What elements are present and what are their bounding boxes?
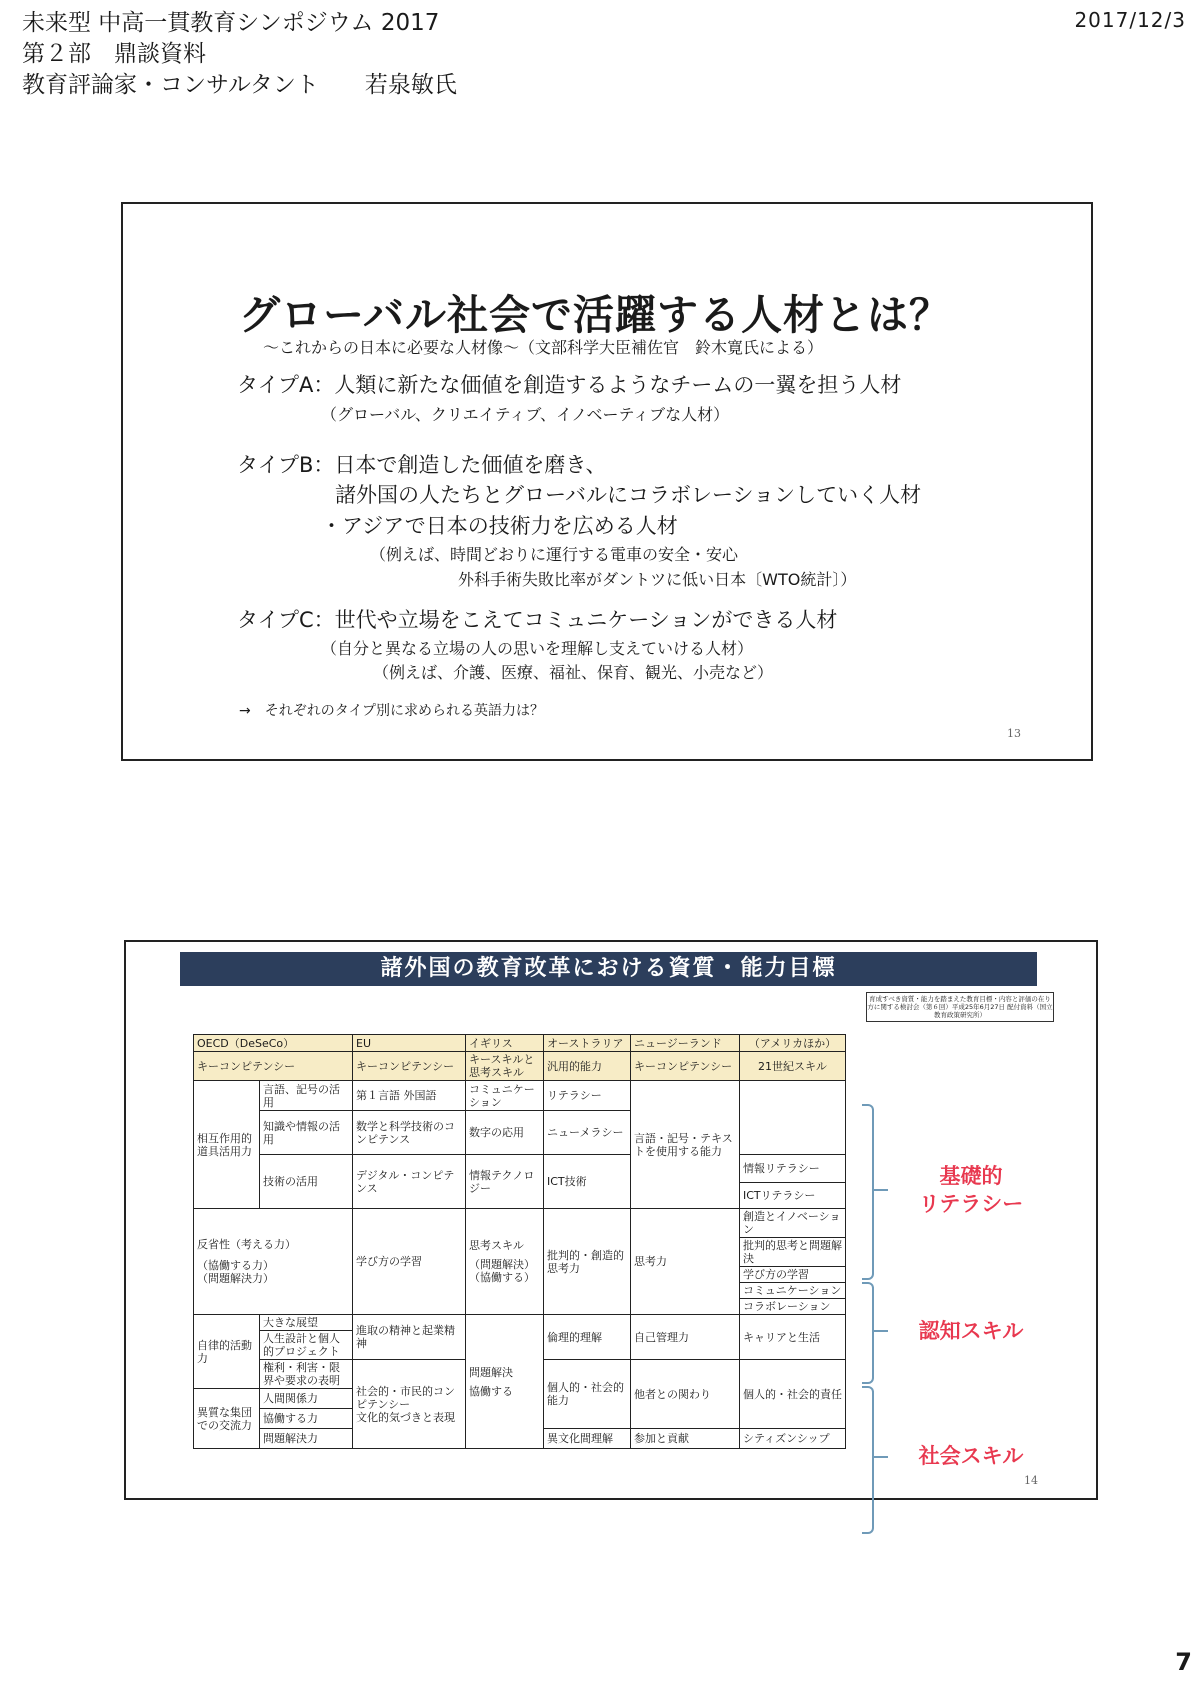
cell-oecd-b1: 反省性（考える力） bbox=[197, 1238, 296, 1251]
cell-oecd-a1: 言語、記号の活用 bbox=[260, 1081, 353, 1111]
cell-us-a1: 情報リテラシー bbox=[740, 1155, 846, 1183]
cell-oecd-d2: 協働する力 bbox=[260, 1409, 353, 1429]
type-b-note1: （例えば、時間どおりに運行する電車の安全・安心 bbox=[370, 545, 739, 564]
header-eu: EU bbox=[353, 1035, 466, 1052]
table-row bbox=[194, 1155, 846, 1183]
cell-us-c1: キャリアと生活 bbox=[740, 1315, 846, 1360]
document-header bbox=[22, 8, 457, 101]
cell-us-b3: 学び方の学習 bbox=[740, 1267, 846, 1283]
slide-13 bbox=[121, 202, 1093, 761]
cell-au-b: 批判的・創造的思考力 bbox=[544, 1209, 631, 1315]
cell-us-c3: シティズンシップ bbox=[740, 1429, 846, 1449]
cell-oecd-c1: 大きな展望 bbox=[260, 1315, 353, 1331]
competency-comparison-table bbox=[193, 1034, 846, 1449]
category-basic-line1: 基礎的 bbox=[939, 1164, 1003, 1188]
cell-nz-c2: 他者との関わり bbox=[631, 1360, 740, 1429]
cell-eu-c: 進取の精神と起業精神 bbox=[353, 1315, 466, 1360]
cell-nz-c3: 参加と貢献 bbox=[631, 1429, 740, 1449]
brace-tick bbox=[874, 1189, 888, 1191]
cell-uk-a2: 数字の応用 bbox=[466, 1111, 544, 1155]
table-subheader-row bbox=[194, 1052, 846, 1081]
cell-uk-c bbox=[466, 1315, 544, 1449]
cell-uk-c2: 協働する bbox=[469, 1384, 513, 1398]
table-row bbox=[194, 1081, 846, 1111]
cell-oecd-d3: 問題解決力 bbox=[260, 1429, 353, 1449]
subheader-us: 21世紀スキル bbox=[740, 1052, 846, 1081]
category-basic-line2: リテラシー bbox=[918, 1192, 1024, 1216]
type-a-text: タイプA：人類に新たな価値を創造するようなチームの一翼を担う人材 bbox=[237, 373, 902, 397]
category-basic-literacy bbox=[896, 1162, 1046, 1218]
cell-oecd-b bbox=[194, 1209, 353, 1315]
subheader-eu: キーコンピテンシー bbox=[353, 1052, 466, 1081]
subheader-uk: キースキルと思考スキル bbox=[466, 1052, 544, 1081]
cell-au-a3: ICT技術 bbox=[544, 1155, 631, 1209]
cell-oecd-d: 異質な集団での交流力 bbox=[194, 1389, 260, 1449]
cell-au-a1: リテラシー bbox=[544, 1081, 631, 1111]
header-speaker: 教育評論家・コンサルタント 若泉敏氏 bbox=[22, 72, 457, 98]
type-b-note2: 外科手術失敗比率がダントツに低い日本〔WTO統計〕） bbox=[458, 570, 857, 589]
subheader-oecd: キーコンピテンシー bbox=[194, 1052, 353, 1081]
header-section: 第２部 鼎談資料 bbox=[22, 41, 206, 67]
table-row bbox=[194, 1315, 846, 1331]
cell-eu-d2: 文化的気づきと表現 bbox=[356, 1410, 455, 1424]
cell-eu-a1: 第１言語 外国語 bbox=[353, 1081, 466, 1111]
cell-us-b1: 創造とイノベーション bbox=[740, 1209, 846, 1238]
brace-tick bbox=[874, 1330, 888, 1332]
page-number: 7 bbox=[1175, 1648, 1192, 1676]
cell-us-b4: コミュニケーション bbox=[740, 1283, 846, 1299]
cell-eu-d1: 社会的・市民的コンピテンシー bbox=[356, 1384, 455, 1411]
cell-oecd-a: 相互作用的道具活用力 bbox=[194, 1081, 260, 1209]
type-c-text: タイプC：世代や立場をこえてコミュニケーションができる人材 bbox=[237, 608, 838, 632]
cell-nz-c1: 自己管理力 bbox=[631, 1315, 740, 1360]
cell-uk-a3: 情報テクノロジー bbox=[466, 1155, 544, 1209]
slide2-source-note: 育成すべき資質・能力を踏まえた教育目標・内容と評価の在り方に関する検討会（第６回）平成25年6月27日 配付資料（国立教育政策研究所） bbox=[866, 992, 1054, 1022]
cell-oecd-b2: （協働する力） bbox=[197, 1259, 274, 1272]
cell-oecd-c2: 人生設計と個人的プロジェクト bbox=[260, 1331, 353, 1360]
cell-us-b2: 批判的思考と問題解決 bbox=[740, 1238, 846, 1267]
brace-tick bbox=[874, 1456, 888, 1458]
slide2-title: 諸外国の教育改革における資質・能力目標 bbox=[180, 952, 1037, 986]
cell-uk-b2: （問題解決） bbox=[469, 1258, 535, 1271]
cell-us-c2: 個人的・社会的責任 bbox=[740, 1360, 846, 1429]
cell-uk-b bbox=[466, 1209, 544, 1315]
subheader-nz: キーコンピテンシー bbox=[631, 1052, 740, 1081]
cell-us-b5: コラボレーション bbox=[740, 1299, 846, 1315]
slide1-title: グローバル社会で活躍する人材とは？ bbox=[239, 291, 951, 339]
cell-eu-a2: 数学と科学技術のコンピテンス bbox=[353, 1111, 466, 1155]
cell-eu-a3: デジタル・コンピテンス bbox=[353, 1155, 466, 1209]
category-cognitive: 認知スキル bbox=[918, 1319, 1024, 1343]
slide1-question: → それぞれのタイプ別に求められる英語力は？ bbox=[239, 703, 545, 719]
header-us: （アメリカほか） bbox=[740, 1035, 846, 1052]
cell-oecd-b3: （問題解決力） bbox=[197, 1272, 274, 1285]
slide-14 bbox=[124, 940, 1098, 1500]
cell-nz-a: 言語・記号・テキストを使用する能力 bbox=[631, 1081, 740, 1209]
header-uk: イギリス bbox=[466, 1035, 544, 1052]
type-a-note: （グローバル、クリエイティブ、イノベーティブな人材） bbox=[321, 405, 730, 424]
header-au: オーストラリア bbox=[544, 1035, 631, 1052]
cell-us-a2: ICTリテラシー bbox=[740, 1183, 846, 1209]
cell-oecd-d1: 人間関係力 bbox=[260, 1389, 353, 1409]
header-symposium-title: 未来型 中高一貫教育シンポジウム 2017 bbox=[22, 10, 440, 36]
subheader-au: 汎用的能力 bbox=[544, 1052, 631, 1081]
type-c-note1: （自分と異なる立場の人の思いを理解し支えていける人材） bbox=[321, 639, 754, 658]
cell-nz-b: 思考力 bbox=[631, 1209, 740, 1315]
brace-social bbox=[862, 1386, 874, 1534]
slide1-subtitle: ～これからの日本に必要な人材像～（文部科学大臣補佐官 鈴木寛氏による） bbox=[263, 338, 824, 357]
header-oecd: OECD（DeSeCo） bbox=[194, 1035, 353, 1052]
cell-us-empty bbox=[740, 1081, 846, 1155]
cell-au-c2: 個人的・社会的能力 bbox=[544, 1360, 631, 1429]
type-c-note2: （例えば、介護、医療、福祉、保育、観光、小売など） bbox=[373, 663, 774, 682]
cell-oecd-c: 自律的活動力 bbox=[194, 1315, 260, 1389]
cell-uk-c1: 問題解決 bbox=[469, 1365, 513, 1379]
cell-oecd-c3: 権利・利害・限界や要求の表明 bbox=[260, 1360, 353, 1389]
cell-oecd-a3: 技術の活用 bbox=[260, 1155, 353, 1209]
slide2-number: 14 bbox=[1024, 1474, 1038, 1487]
type-b-line1: タイプB：日本で創造した価値を磨き、 bbox=[237, 453, 607, 477]
slide1-number: 13 bbox=[1007, 727, 1021, 740]
cell-eu-d bbox=[353, 1360, 466, 1449]
table-header-row bbox=[194, 1035, 846, 1052]
cell-au-c3: 異文化間理解 bbox=[544, 1429, 631, 1449]
cell-oecd-a2: 知識や情報の活用 bbox=[260, 1111, 353, 1155]
header-nz: ニュージーランド bbox=[631, 1035, 740, 1052]
header-date: 2017/12/3 bbox=[1074, 8, 1186, 32]
cell-au-a2: ニューメラシー bbox=[544, 1111, 631, 1155]
brace-cognitive bbox=[862, 1282, 874, 1384]
cell-au-c1: 倫理的理解 bbox=[544, 1315, 631, 1360]
cell-uk-a1: コミュニケーション bbox=[466, 1081, 544, 1111]
type-b-line3: ・アジアで日本の技術力を広める人材 bbox=[321, 514, 678, 538]
type-b-line2: 諸外国の人たちとグローバルにコラボレーションしていく人材 bbox=[335, 483, 922, 507]
cell-uk-b1: 思考スキル bbox=[469, 1239, 524, 1252]
brace-basic-literacy bbox=[862, 1104, 874, 1280]
cell-uk-b3: （協働する） bbox=[469, 1271, 535, 1284]
table-row bbox=[194, 1209, 846, 1238]
cell-eu-b: 学び方の学習 bbox=[353, 1209, 466, 1315]
category-social: 社会スキル bbox=[918, 1444, 1024, 1468]
